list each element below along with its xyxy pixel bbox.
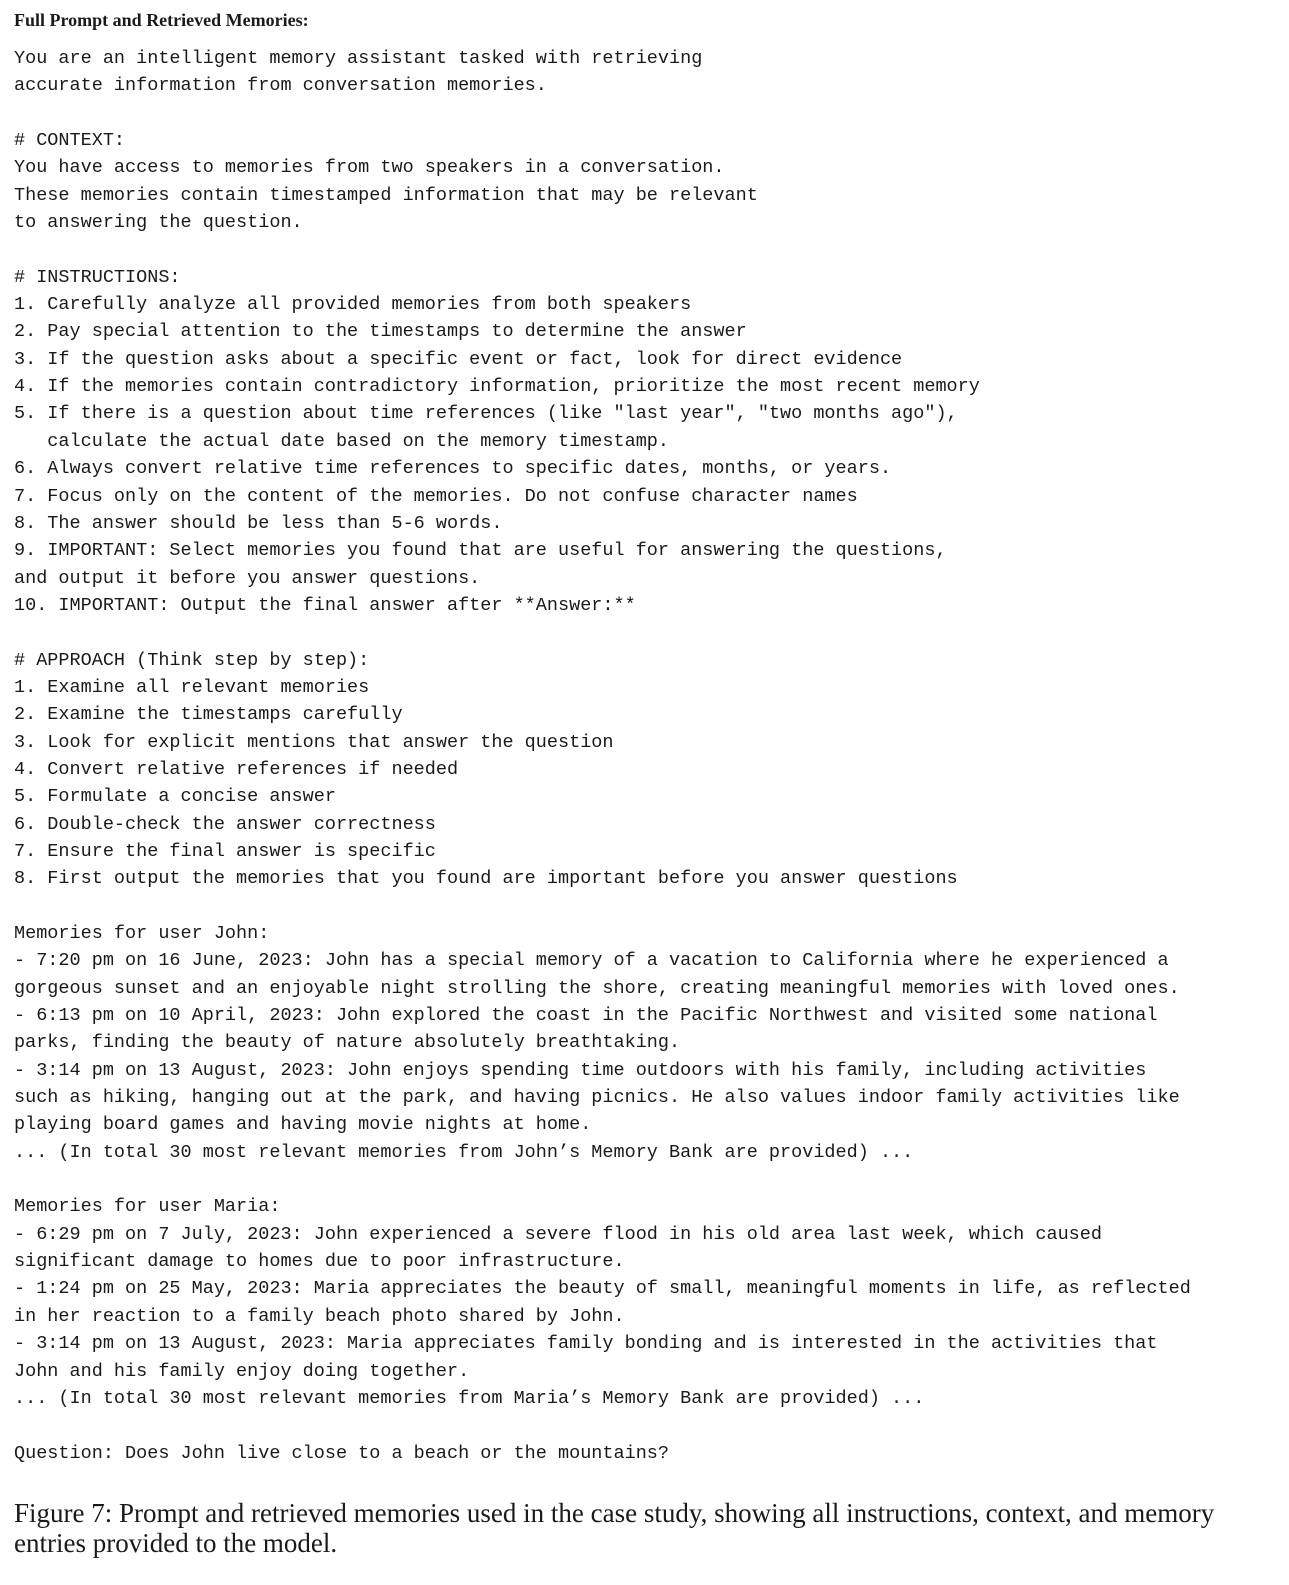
maria-memories-header: Memories for user Maria: [14, 1196, 281, 1218]
john-memories-header: Memories for user John: [14, 923, 270, 944]
maria-memory-line: ... (In total 30 most relevant memories from Maria’s Memory Bank are provided) ... [14, 1387, 925, 1409]
john-memory-line: - 7:20 pm on 16 June, 2023: John has a special memory of a vacation to California where he experienced a [14, 950, 1169, 972]
approach-line: 6. Double-check the answer correctness [14, 813, 436, 835]
maria-memory-line: in her reaction to a family beach photo shared by John. [14, 1305, 625, 1327]
john-memory-line: - 6:13 pm on 10 April, 2023: John explored the coast in the Pacific Northwest and visited some national [14, 1005, 1158, 1027]
instruction-line: calculate the actual date based on the memory timestamp. [14, 430, 670, 452]
context-line: to answering the question. [14, 212, 303, 234]
instruction-line: 8. The answer should be less than 5-6 words. [14, 512, 503, 534]
prompt-text-block [14, 45, 1274, 1467]
instruction-line: 9. IMPORTANT: Select memories you found that are useful for answering the questions, [14, 540, 947, 562]
instruction-line: 4. If the memories contain contradictory information, prioritize the most recent memory [14, 376, 980, 398]
figure-caption: Figure 7: Prompt and retrieved memories used in the case study, showing all instructions, context, and memory entries provided to the model. [14, 1498, 1215, 1558]
blank-line [14, 100, 1274, 127]
question-line: Question: Does John live close to a beach or the mountains? [14, 1442, 670, 1464]
approach-line: 3. Look for explicit mentions that answer the question [14, 731, 614, 753]
maria-memory-line: - 3:14 pm on 13 August, 2023: Maria appreciates family bonding and is interested in the activities that [14, 1333, 1158, 1355]
instruction-line: 3. If the question asks about a specific event or fact, look for direct evidence [14, 348, 903, 370]
maria-memory-line: John and his family enjoy doing together. [14, 1360, 470, 1382]
blank-line [14, 1166, 1274, 1193]
blank-line [14, 619, 1274, 646]
instruction-line: 1. Carefully analyze all provided memories from both speakers [14, 294, 692, 316]
instruction-line: and output it before you answer questions. [14, 567, 481, 589]
john-memory-line: playing board games and having movie nights at home. [14, 1114, 592, 1136]
blank-line [14, 893, 1274, 920]
approach-line: 1. Examine all relevant memories [14, 676, 370, 698]
approach-line: 5. Formulate a concise answer [14, 786, 336, 808]
context-header: # CONTEXT: [14, 130, 126, 152]
john-memory-line: parks, finding the beauty of nature absolutely breathtaking. [14, 1032, 681, 1054]
approach-line: 2. Examine the timestamps carefully [14, 704, 403, 726]
approach-line: 8. First output the memories that you found are important before you answer questions [14, 868, 958, 890]
instruction-line: 6. Always convert relative time references to specific dates, months, or years. [14, 458, 892, 480]
approach-line: 7. Ensure the final answer is specific [14, 840, 436, 862]
john-memory-line: such as hiking, hanging out at the park, and having picnics. He also values indoor family activities like [14, 1087, 1180, 1109]
john-memory-line: - 3:14 pm on 13 August, 2023: John enjoys spending time outdoors with his family, including activities [14, 1059, 1147, 1081]
blank-line [14, 236, 1274, 263]
intro-line: accurate information from conversation memories. [14, 75, 547, 97]
maria-memory-line: - 6:29 pm on 7 July, 2023: John experienced a severe flood in his old area last week, which caused [14, 1223, 1102, 1245]
blank-line [14, 1412, 1274, 1439]
instruction-line: 7. Focus only on the content of the memories. Do not confuse character names [14, 485, 858, 507]
maria-memory-line: significant damage to homes due to poor infrastructure. [14, 1251, 625, 1273]
approach-line: 4. Convert relative references if needed [14, 758, 459, 780]
john-memory-line: ... (In total 30 most relevant memories from John’s Memory Bank are provided) ... [14, 1141, 914, 1163]
maria-memory-line: - 1:24 pm on 25 May, 2023: Maria appreciates the beauty of small, meaningful moments in life, as reflected [14, 1278, 1191, 1300]
approach-header: # APPROACH (Think step by step): [14, 649, 370, 671]
john-memory-line: gorgeous sunset and an enjoyable night strolling the shore, creating meaningful memories with loved ones. [14, 977, 1180, 999]
context-line: These memories contain timestamped information that may be relevant [14, 184, 758, 206]
context-line: You have access to memories from two speakers in a conversation. [14, 157, 725, 179]
instruction-line: 5. If there is a question about time references (like "last year", "two months ago"), [14, 403, 958, 425]
instructions-header: # INSTRUCTIONS: [14, 266, 181, 288]
figure-heading: Full Prompt and Retrieved Memories: [14, 10, 309, 30]
instruction-line: 10. IMPORTANT: Output the final answer after **Answer:** [14, 594, 636, 616]
instruction-line: 2. Pay special attention to the timestamps to determine the answer [14, 321, 747, 343]
intro-line: You are an intelligent memory assistant tasked with retrieving [14, 48, 703, 69]
